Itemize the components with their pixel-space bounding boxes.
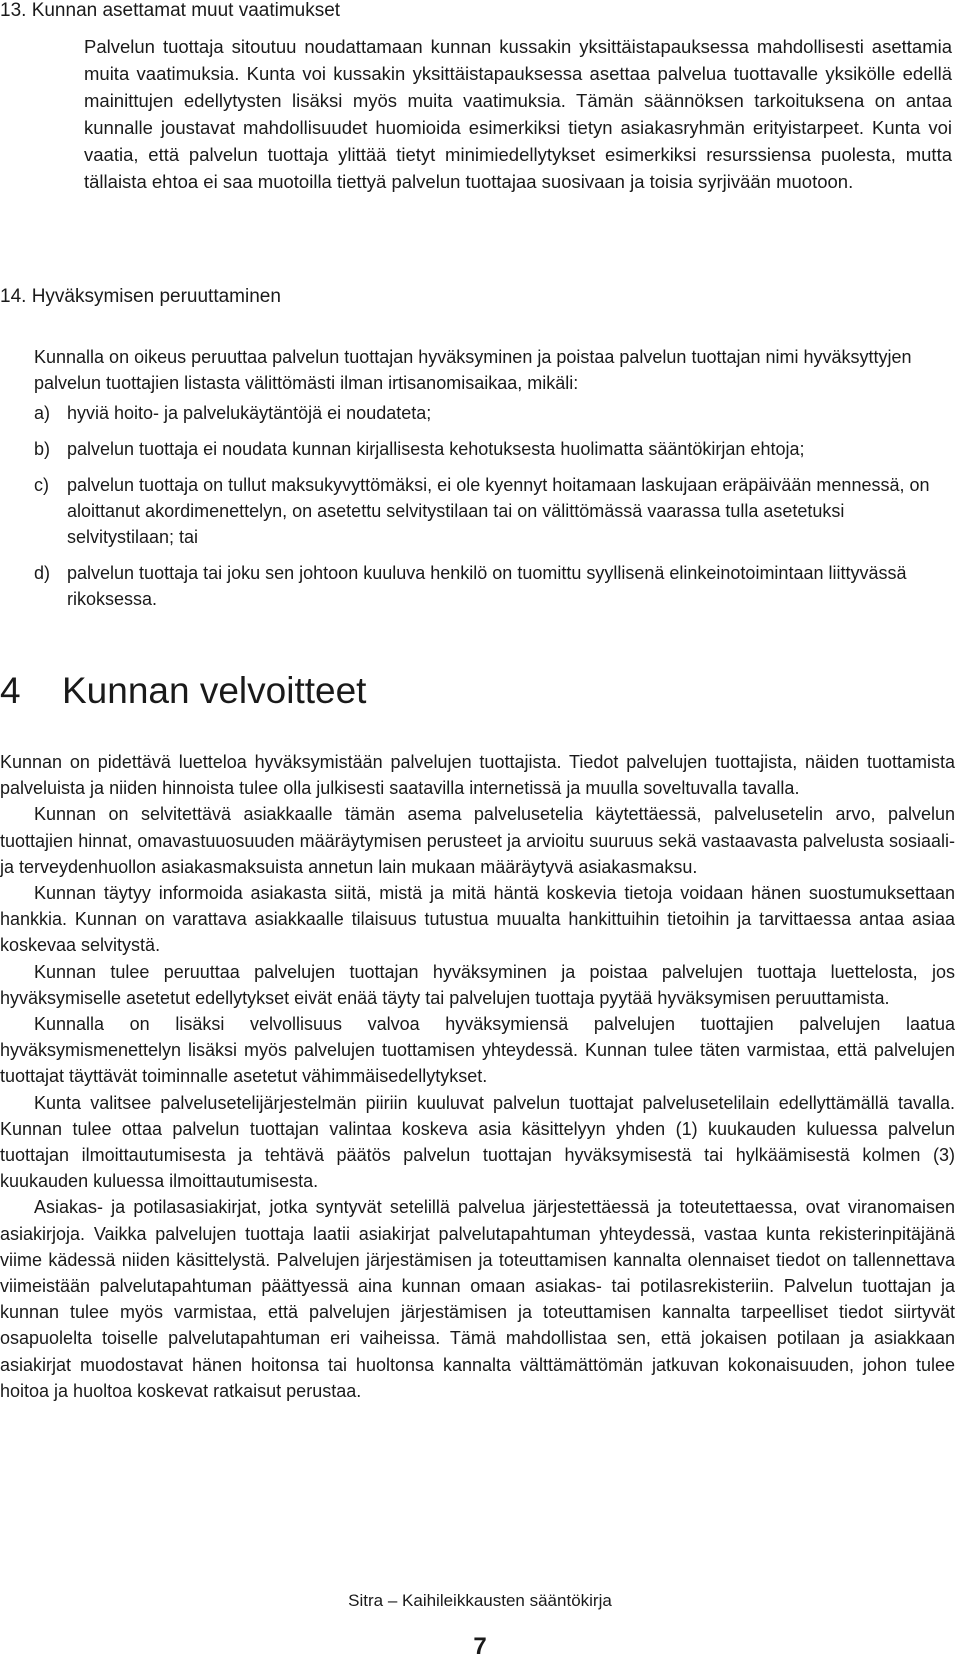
list-item	[34, 400, 946, 426]
list-item-text: palvelun tuottaja on tullut maksukyvyttömäksi, ei ole kyennyt hoitamaan laskujaan eräpäivään mennessä, on aloittanut akordimenettelyn, on asetettu selvitystilaan tai on välittömässä vaarassa tulla asetetuksi selvitystilaan; tai	[67, 475, 930, 547]
list-item-text: palvelun tuottaja ei noudata kunnan kirjallisesta kehotuksesta huolimatta sääntökirjan ehtoja;	[67, 439, 805, 459]
section-13-heading: 13. Kunnan asettamat muut vaatimukset	[0, 0, 341, 21]
chapter-paragraph: Kunnan täytyy informoida asiakasta siitä, mistä ja mitä häntä koskevia tietoja voidaan hänen suostumuksettaan hankkia. Kunnan on varattava asiakkaalle tilaisuus tutustua muualta hankittuihin tietoihin ja tarvittaessa antaa asiaa koskevaa selvitystä.	[0, 883, 955, 956]
list-item-text: hyviä hoito- ja palvelukäytäntöjä ei noudateta;	[67, 403, 432, 423]
list-item	[34, 472, 946, 550]
chapter-heading	[0, 669, 366, 713]
chapter-paragraph: Kunta valitsee palvelusetelijärjestelmän piiriin kuuluvat palvelun tuottajat palvelusetelilain edellyttämällä tavalla. Kunnan tulee ottaa palvelun tuottajan valintaa koskeva asia käsittelyyn yhden (1) kuukauden kuluessa palvelun tuottajan ilmoittautumisesta ja tehtävä päätös palvelun tuottajan hyväksymisestä tai hylkäämisestä kolmen (3) kuukauden kuluessa ilmoittautumisesta.	[0, 1092, 955, 1192]
list-item	[34, 436, 946, 462]
section-14-heading: 14. Hyväksymisen peruuttaminen	[0, 286, 281, 307]
page-number: 7	[473, 1633, 487, 1660]
list-marker: d)	[34, 563, 51, 583]
chapter-paragraph: Kunnan tulee peruuttaa palvelujen tuottajan hyväksyminen ja poistaa palvelujen tuottaja luettelosta, jos hyväksymiselle asetetut edellytykset eivät enää täyty tai palvelujen tuottaja pyytää hyväksymisen peruuttamista.	[0, 961, 955, 1008]
footer-text: Sitra – Kaihileikkausten sääntökirja	[348, 1591, 612, 1610]
chapter-paragraph: Kunnan on pidettävä luetteloa hyväksymistään palvelujen tuottajista. Tiedot palvelujen tuottajista, näiden tuottamista palveluista ja niiden hinnoista tulee olla julkisesti saatavilla internetissä ja muulla soveltuvalla tavalla.	[0, 752, 955, 799]
list-marker: b)	[34, 439, 51, 459]
list-marker: c)	[34, 475, 49, 495]
chapter-body	[0, 749, 955, 1404]
chapter-number: 4	[0, 670, 21, 711]
section-13-paragraph: Palvelun tuottaja sitoutuu noudattamaan kunnan kussakin yksittäistapauksessa mahdollisesti asettamia muita vaatimuksia. Kunta voi kussakin yksittäistapauksessa asettaa palvelua tuottavalle yksikölle edellä mainittujen edellytysten lisäksi myös muita vaatimuksia. Tämän säännöksen tarkoituksena on antaa kunnalle joustavat mahdollisuudet huomioida esimerkiksi tietyn asiakasryhmän erityistarpeet. Kunta voi vaatia, että palvelun tuottaja ylittää tietyt minimiedellytykset esimerkiksi resurssiensa puolesta, mutta tällaista ehtoa ei saa muotoilla tiettyä palvelun tuottajaa suosivaan ja toisia syrjivään muotoon.	[84, 36, 952, 192]
list-item-text: palvelun tuottaja tai joku sen johtoon kuuluva henkilö on tuomittu syyllisenä elinkeinotoimintaan liittyvässä rikoksessa.	[67, 563, 907, 609]
list-item	[34, 560, 946, 612]
chapter-title: Kunnan velvoitteet	[62, 670, 367, 711]
chapter-paragraph: Kunnan on selvitettävä asiakkaalle tämän asema palvelusetelia käytettäessä, palvelusetelin arvo, palvelun tuottajien hinnat, omavastuuosuuden määräytymisen perusteet ja arvioitu suuruus sekä vastaavasta palvelusta sosiaali- ja terveydenhuollon asiakasmaksuista annetun lain mukaan määräytyvä asiakasmaksu.	[0, 804, 955, 877]
list-marker: a)	[34, 403, 51, 423]
chapter-paragraph: Kunnalla on lisäksi velvollisuus valvoa hyväksymiensä palvelujen tuottajien palvelujen laatua hyväksymismenettelyn lisäksi myös palvelujen tuottamisen yhteydessä. Kunnan tulee täten varmistaa, että palvelujen tuottajat täyttävät toiminnalle asetetut vähimmäisedellytykset.	[0, 1014, 955, 1087]
section-14-intro: Kunnalla on oikeus peruuttaa palvelun tuottajan hyväksyminen ja poistaa palvelun tuottajan nimi hyväksyttyjen palvelun tuottajien listasta välittömästi ilman irtisanomisaikaa, mikäli:	[34, 347, 912, 393]
chapter-paragraph: Asiakas- ja potilasasiakirjat, jotka syntyvät setelillä palvelua järjestettäessä ja toteutettaessa, ovat viranomaisen asiakirjoja. Vaikka palvelujen tuottaja laatii asiakirjat palvelutapahtuman yhteydessä, vastaa kunta rekisterinpitäjänä viime kädessä niiden käsittelystä. Palvelujen järjestämisen ja toteuttamisen kannalta olennaiset tiedot on tallennettava viimeistään palvelutapahtuman päättyessä aina kunnan omaan asiakas- tai potilasrekisteriin. Palvelun tuottajan ja kunnan tulee myös varmistaa, että palvelujen järjestämisen ja toteuttamisen kannalta tarpeelliset tiedot siirtyvät osapuolelta toiselle palvelutapahtuman eri vaiheissa. Tämä mahdollistaa sen, että jokaisen potilaan ja asiakkaan asiakirjat muodostavat hänen hoitonsa tai huoltonsa kannalta välttämättömän jatkuvan kokonaisuuden, johon tulee hoitoa ja huoltoa koskevat ratkaisut perustaa.	[0, 1197, 955, 1401]
section-14-list	[34, 400, 946, 622]
